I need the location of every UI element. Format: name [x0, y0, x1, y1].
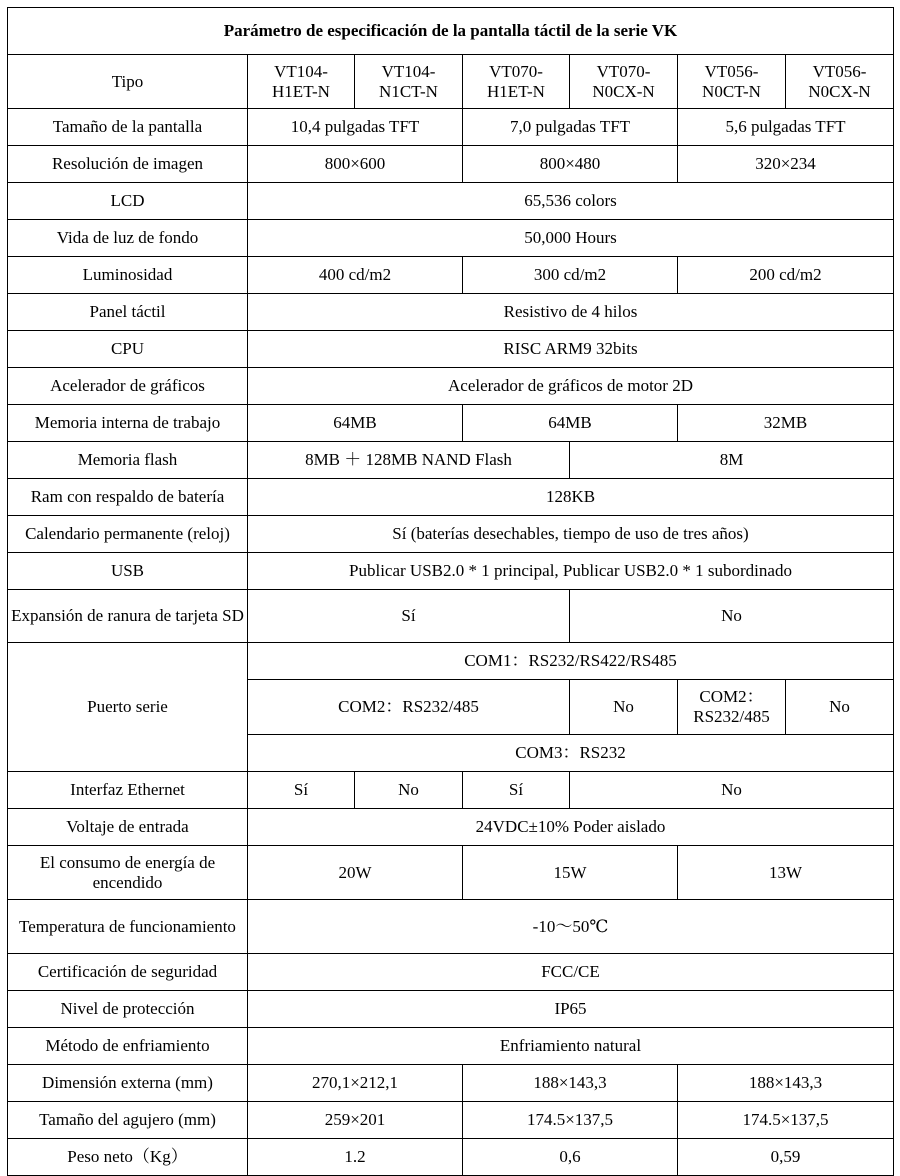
cell-value: 13W	[678, 846, 894, 900]
row-resolucion	[8, 146, 894, 183]
row-usb	[8, 553, 894, 590]
row-label: CPU	[8, 331, 248, 368]
title-row	[8, 8, 894, 55]
cell-value: 20W	[248, 846, 463, 900]
cell-value: 10,4 pulgadas TFT	[248, 109, 463, 146]
cell-value: Acelerador de gráficos de motor 2D	[248, 368, 894, 405]
cell-value: 32MB	[678, 405, 894, 442]
cell-value: No	[786, 680, 894, 735]
row-temperatura	[8, 900, 894, 954]
cell-value: Resistivo de 4 hilos	[248, 294, 894, 331]
row-memoria-trabajo	[8, 405, 894, 442]
cell-value: 400 cd/m2	[248, 257, 463, 294]
row-calendario	[8, 516, 894, 553]
cell-value: 65,536 colors	[248, 183, 894, 220]
model-name: VT070- N0CX-N	[570, 55, 678, 109]
cell-value: Sí (baterías desechables, tiempo de uso de tres años)	[248, 516, 894, 553]
row-label: Tipo	[8, 55, 248, 109]
row-serie-com1	[8, 643, 894, 680]
row-label: Resolución de imagen	[8, 146, 248, 183]
cell-value: 64MB	[248, 405, 463, 442]
row-dimension	[8, 1065, 894, 1102]
row-label: Tamaño de la pantalla	[8, 109, 248, 146]
row-consumo	[8, 846, 894, 900]
cell-value: 128KB	[248, 479, 894, 516]
cell-value: -10～50℃	[248, 900, 894, 954]
row-panel	[8, 294, 894, 331]
row-label: Temperatura de funcionamiento	[8, 900, 248, 954]
cell-value: No	[570, 680, 678, 735]
row-label: Interfaz Ethernet	[8, 772, 248, 809]
model-name: VT104- N1CT-N	[355, 55, 463, 109]
cell-value: 174.5×137,5	[678, 1102, 894, 1139]
row-label: LCD	[8, 183, 248, 220]
row-proteccion	[8, 991, 894, 1028]
cell-value: 174.5×137,5	[463, 1102, 678, 1139]
row-peso	[8, 1139, 894, 1176]
cell-value: 15W	[463, 846, 678, 900]
cell-value: 24VDC±10% Poder aislado	[248, 809, 894, 846]
row-label: Voltaje de entrada	[8, 809, 248, 846]
model-name: VT056- N0CX-N	[786, 55, 894, 109]
row-label: El consumo de energía de encendido	[8, 846, 248, 900]
cell-value: COM1：RS232/RS422/RS485	[248, 643, 894, 680]
row-voltaje	[8, 809, 894, 846]
cell-value: 0,6	[463, 1139, 678, 1176]
row-tamano	[8, 109, 894, 146]
cell-value: 200 cd/m2	[678, 257, 894, 294]
row-label: USB	[8, 553, 248, 590]
spec-table	[7, 7, 894, 1176]
cell-value: RISC ARM9 32bits	[248, 331, 894, 368]
model-name: VT104- H1ET-N	[248, 55, 355, 109]
cell-value: COM2： RS232/485	[678, 680, 786, 735]
cell-value: 5,6 pulgadas TFT	[678, 109, 894, 146]
row-ram	[8, 479, 894, 516]
row-label: Vida de luz de fondo	[8, 220, 248, 257]
row-label: Memoria interna de trabajo	[8, 405, 248, 442]
row-label: Peso neto（Kg）	[8, 1139, 248, 1176]
row-agujero	[8, 1102, 894, 1139]
row-lcd	[8, 183, 894, 220]
row-label: Expansión de ranura de tarjeta SD	[8, 590, 248, 643]
row-certificacion	[8, 954, 894, 991]
row-enfriamiento	[8, 1028, 894, 1065]
row-label: Método de enfriamiento	[8, 1028, 248, 1065]
row-vida	[8, 220, 894, 257]
cell-value: 800×480	[463, 146, 678, 183]
cell-value: 8MB ＋ 128MB NAND Flash	[248, 442, 570, 479]
cell-value: 188×143,3	[463, 1065, 678, 1102]
cell-value: 64MB	[463, 405, 678, 442]
cell-value: 7,0 pulgadas TFT	[463, 109, 678, 146]
row-label: Acelerador de gráficos	[8, 368, 248, 405]
cell-value: Sí	[248, 772, 355, 809]
model-name: VT056- N0CT-N	[678, 55, 786, 109]
cell-value: 800×600	[248, 146, 463, 183]
table-title: Parámetro de especificación de la pantalla táctil de la serie VK	[8, 8, 894, 55]
row-label: Calendario permanente (reloj)	[8, 516, 248, 553]
cell-value: Publicar USB2.0 * 1 principal, Publicar USB2.0 * 1 subordinado	[248, 553, 894, 590]
row-label: Luminosidad	[8, 257, 248, 294]
row-ethernet	[8, 772, 894, 809]
row-cpu	[8, 331, 894, 368]
row-label: Panel táctil	[8, 294, 248, 331]
row-sd	[8, 590, 894, 643]
cell-value: 8M	[570, 442, 894, 479]
cell-value: 0,59	[678, 1139, 894, 1176]
row-tipo	[8, 55, 894, 109]
model-name: VT070- H1ET-N	[463, 55, 570, 109]
cell-value: 188×143,3	[678, 1065, 894, 1102]
cell-value: FCC/CE	[248, 954, 894, 991]
cell-value: COM3：RS232	[248, 735, 894, 772]
cell-value: No	[355, 772, 463, 809]
row-label: Ram con respaldo de batería	[8, 479, 248, 516]
row-label: Dimensión externa (mm)	[8, 1065, 248, 1102]
row-label: Tamaño del agujero (mm)	[8, 1102, 248, 1139]
cell-value: Enfriamiento natural	[248, 1028, 894, 1065]
cell-value: 270,1×212,1	[248, 1065, 463, 1102]
row-label: Nivel de protección	[8, 991, 248, 1028]
cell-value: 259×201	[248, 1102, 463, 1139]
row-label: Certificación de seguridad	[8, 954, 248, 991]
cell-value: COM2：RS232/485	[248, 680, 570, 735]
cell-value: 50,000 Hours	[248, 220, 894, 257]
cell-value: No	[570, 772, 894, 809]
cell-value: No	[570, 590, 894, 643]
row-label: Puerto serie	[8, 643, 248, 772]
row-acelerador	[8, 368, 894, 405]
cell-value: IP65	[248, 991, 894, 1028]
cell-value: 300 cd/m2	[463, 257, 678, 294]
row-luminosidad	[8, 257, 894, 294]
cell-value: Sí	[248, 590, 570, 643]
row-label: Memoria flash	[8, 442, 248, 479]
row-memoria-flash	[8, 442, 894, 479]
cell-value: Sí	[463, 772, 570, 809]
cell-value: 320×234	[678, 146, 894, 183]
cell-value: 1.2	[248, 1139, 463, 1176]
